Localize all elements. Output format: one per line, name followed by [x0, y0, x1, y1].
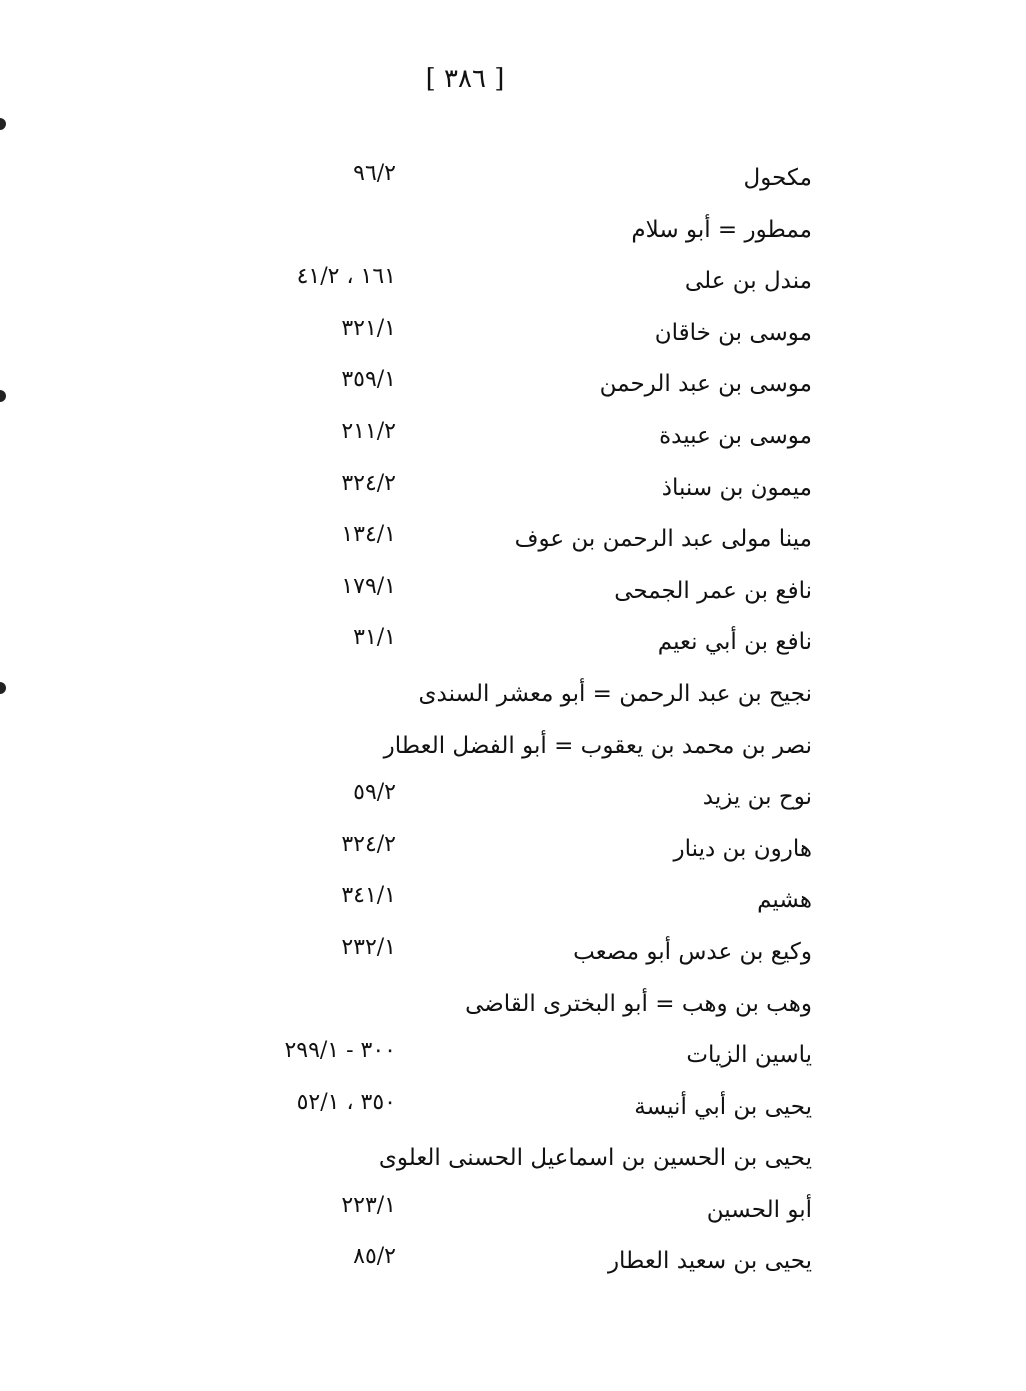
- margin-mark: [0, 118, 6, 130]
- entry-reference: ٣١/١: [353, 625, 396, 651]
- entry-reference: ٣٢٤/٢: [341, 470, 396, 496]
- entry-name: نوح بن يزيد: [702, 784, 812, 811]
- index-entry: [0, 1187, 1026, 1239]
- index-entry: [0, 826, 1026, 878]
- index-entry: [0, 465, 1026, 517]
- entry-reference: ٥٩/٢: [353, 780, 396, 806]
- entry-name: ياسين الزيات: [686, 1042, 812, 1069]
- index-entry: [0, 516, 1026, 568]
- index-entry: [0, 929, 1026, 981]
- entry-reference: ٣٥٠ ، ٥٢/١: [296, 1089, 396, 1115]
- index-entry: [0, 619, 1026, 671]
- index-entry: [0, 310, 1026, 362]
- entry-name: أبو الحسين: [706, 1196, 812, 1223]
- entry-name: وهب بن وهب = أبو البخترى القاضى: [465, 990, 812, 1017]
- entry-name: موسى بن عبد الرحمن: [599, 371, 812, 398]
- page-number: [ ٣٨٦ ]: [425, 64, 505, 94]
- entry-name: ميمون بن سنباذ: [661, 474, 812, 501]
- entry-name: نجيح بن عبد الرحمن = أبو معشر السندى: [418, 680, 812, 707]
- entry-reference: ٩٦/٢: [353, 161, 396, 186]
- index-entry: [0, 1135, 1026, 1187]
- entry-reference: ٣٥٩/١: [341, 367, 396, 393]
- entry-name: هارون بن دينار: [673, 835, 812, 862]
- entry-reference: ١٦١ ، ٤١/٢: [296, 264, 396, 290]
- index-entry: [0, 981, 1026, 1033]
- entry-name: مكحول: [743, 165, 812, 191]
- entry-reference: ٢١١/٢: [341, 418, 396, 444]
- index-entry: [0, 723, 1026, 775]
- index-entry: [0, 1238, 1026, 1290]
- entry-reference: ٣٠٠ - ٢٩٩/١: [284, 1038, 396, 1064]
- index-entry: [0, 568, 1026, 620]
- entry-reference: ٨٥/٢: [353, 1244, 396, 1270]
- entry-reference: ٢٣٢/١: [341, 934, 396, 960]
- entry-reference: ٢٢٣/١: [341, 1192, 396, 1218]
- entry-name: ممطور = أبو سلام: [631, 216, 812, 243]
- index-entry: [0, 413, 1026, 465]
- index-entry: [0, 1084, 1026, 1136]
- entry-name: موسى بن خاقان: [654, 319, 812, 346]
- entry-name: نافع بن أبي نعيم: [657, 629, 812, 656]
- index-entry: [0, 361, 1026, 413]
- entry-name: موسى بن عبيدة: [659, 422, 812, 449]
- entry-name: يحيى بن أبي أنيسة: [634, 1093, 812, 1120]
- entry-name: يحيى بن سعيد العطار: [607, 1248, 812, 1275]
- index-entry: [0, 774, 1026, 826]
- index-entry: [0, 207, 1026, 259]
- entry-name: مينا مولى عبد الرحمن بن عوف: [514, 526, 812, 553]
- entry-reference: ٣٤١/١: [341, 883, 396, 909]
- index-entry: [0, 877, 1026, 929]
- entry-name: مندل بن على: [684, 268, 812, 295]
- index-entry: [0, 155, 1026, 207]
- entry-name: وكيع بن عدس أبو مصعب: [573, 938, 812, 965]
- index-entry: [0, 258, 1026, 310]
- entry-reference: ١٧٩/١: [341, 573, 396, 599]
- index-entry: [0, 671, 1026, 723]
- entry-name: نافع بن عمر الجمحى: [614, 577, 812, 604]
- entry-name: نصر بن محمد بن يعقوب = أبو الفضل العطار: [383, 732, 812, 759]
- entry-reference: ٣٢١/١: [341, 315, 396, 341]
- entry-reference: ١٣٤/١: [341, 522, 396, 548]
- index-entries: [0, 155, 1026, 1290]
- entry-name: يحيى بن الحسين بن اسماعيل الحسنى العلوى: [378, 1145, 812, 1172]
- index-entry: [0, 1032, 1026, 1084]
- entry-name: هشيم: [757, 887, 812, 914]
- entry-reference: ٣٢٤/٢: [341, 831, 396, 857]
